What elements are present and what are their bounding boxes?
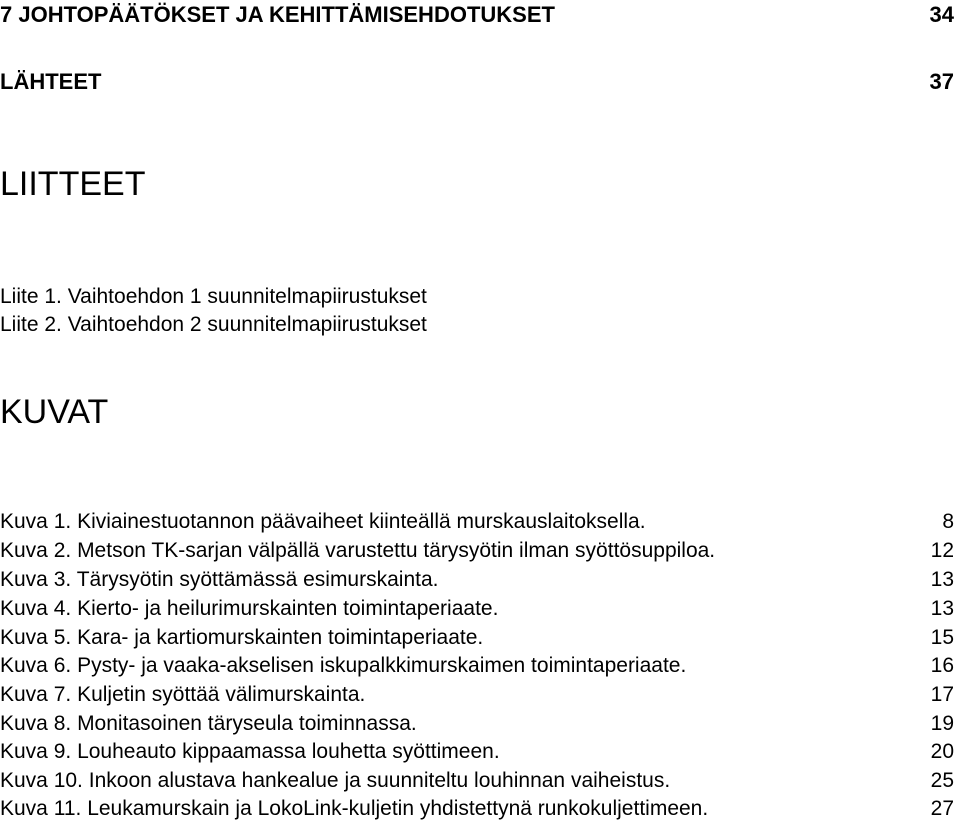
figure-row xyxy=(0,654,954,678)
figure-caption: Leukamurskain ja LokoLink-kuljetin yhdistettynä runkokuljettimeen. xyxy=(87,797,709,820)
figure-page: 8 xyxy=(942,510,954,533)
figure-row xyxy=(0,510,954,534)
figure-row xyxy=(0,712,954,736)
figure-page: 19 xyxy=(930,712,954,735)
figure-label: Kuva 3. xyxy=(0,568,72,591)
figure-row xyxy=(0,539,954,563)
figure-label: Kuva 2. xyxy=(0,539,72,562)
figure-page: 25 xyxy=(930,769,954,792)
figure-caption: Kierto- ja heilurimurskainten toimintaperiaate. xyxy=(77,597,499,620)
toc-title: LÄHTEET xyxy=(0,69,102,94)
figure-caption: Pysty- ja vaaka-akselisen iskupalkkimurskaimen toimintaperiaate. xyxy=(77,654,687,677)
figure-page: 16 xyxy=(930,654,954,677)
figure-caption: Kiviainestuotannon päävaiheet kiinteällä murskauslaitoksella. xyxy=(77,510,646,533)
figure-label: Kuva 4. xyxy=(0,597,72,620)
toc-page: 34 xyxy=(929,2,954,27)
figure-caption: Louheauto kippaamassa louhetta syöttimeen. xyxy=(77,740,500,763)
figure-row xyxy=(0,626,954,650)
figure-page: 17 xyxy=(930,683,954,706)
toc-row xyxy=(0,2,954,28)
toc-title: 7 JOHTOPÄÄTÖKSET JA KEHITTÄMISEHDOTUKSET xyxy=(0,2,555,27)
appendix-item: Liite 1. Vaihtoehdon 1 suunnitelmapiirustukset xyxy=(0,285,427,308)
figure-page: 27 xyxy=(930,797,954,820)
figure-label: Kuva 9. xyxy=(0,740,72,763)
figure-label: Kuva 5. xyxy=(0,626,72,649)
toc-page: 37 xyxy=(929,69,954,94)
figure-caption: Monitasoinen täryseula toiminnassa. xyxy=(77,712,417,735)
figure-label: Kuva 6. xyxy=(0,654,72,677)
figure-caption: Inkoon alustava hankealue ja suunniteltu louhinnan vaiheistus. xyxy=(88,769,671,792)
figure-page: 13 xyxy=(930,568,954,591)
figure-row xyxy=(0,797,954,821)
appendix-item: Liite 2. Vaihtoehdon 2 suunnitelmapiirustukset xyxy=(0,313,427,336)
figure-row xyxy=(0,568,954,592)
figure-label: Kuva 8. xyxy=(0,712,72,735)
figure-page: 12 xyxy=(930,539,954,562)
figure-caption: Kuljetin syöttää välimurskainta. xyxy=(77,683,366,706)
figure-page: 13 xyxy=(930,597,954,620)
figure-row xyxy=(0,597,954,621)
figure-page: 15 xyxy=(930,626,954,649)
figure-row xyxy=(0,740,954,764)
figure-label: Kuva 11. xyxy=(0,797,82,820)
appendices-heading: LIITTEET xyxy=(0,165,146,203)
figures-heading: KUVAT xyxy=(0,393,109,431)
figure-label: Kuva 10. xyxy=(0,769,83,792)
figure-caption: Tärysyötin syöttämässä esimurskainta. xyxy=(76,568,439,591)
figure-row xyxy=(0,769,954,793)
figure-caption: Kara- ja kartiomurskainten toimintaperiaate. xyxy=(77,626,484,649)
figure-caption: Metson TK-sarjan välpällä varustettu tärysyötin ilman syöttösuppiloa. xyxy=(77,539,716,562)
figure-label: Kuva 1. xyxy=(0,510,72,533)
figure-page: 20 xyxy=(930,740,954,763)
figure-label: Kuva 7. xyxy=(0,683,72,706)
toc-row xyxy=(0,69,954,95)
figure-row xyxy=(0,683,954,707)
